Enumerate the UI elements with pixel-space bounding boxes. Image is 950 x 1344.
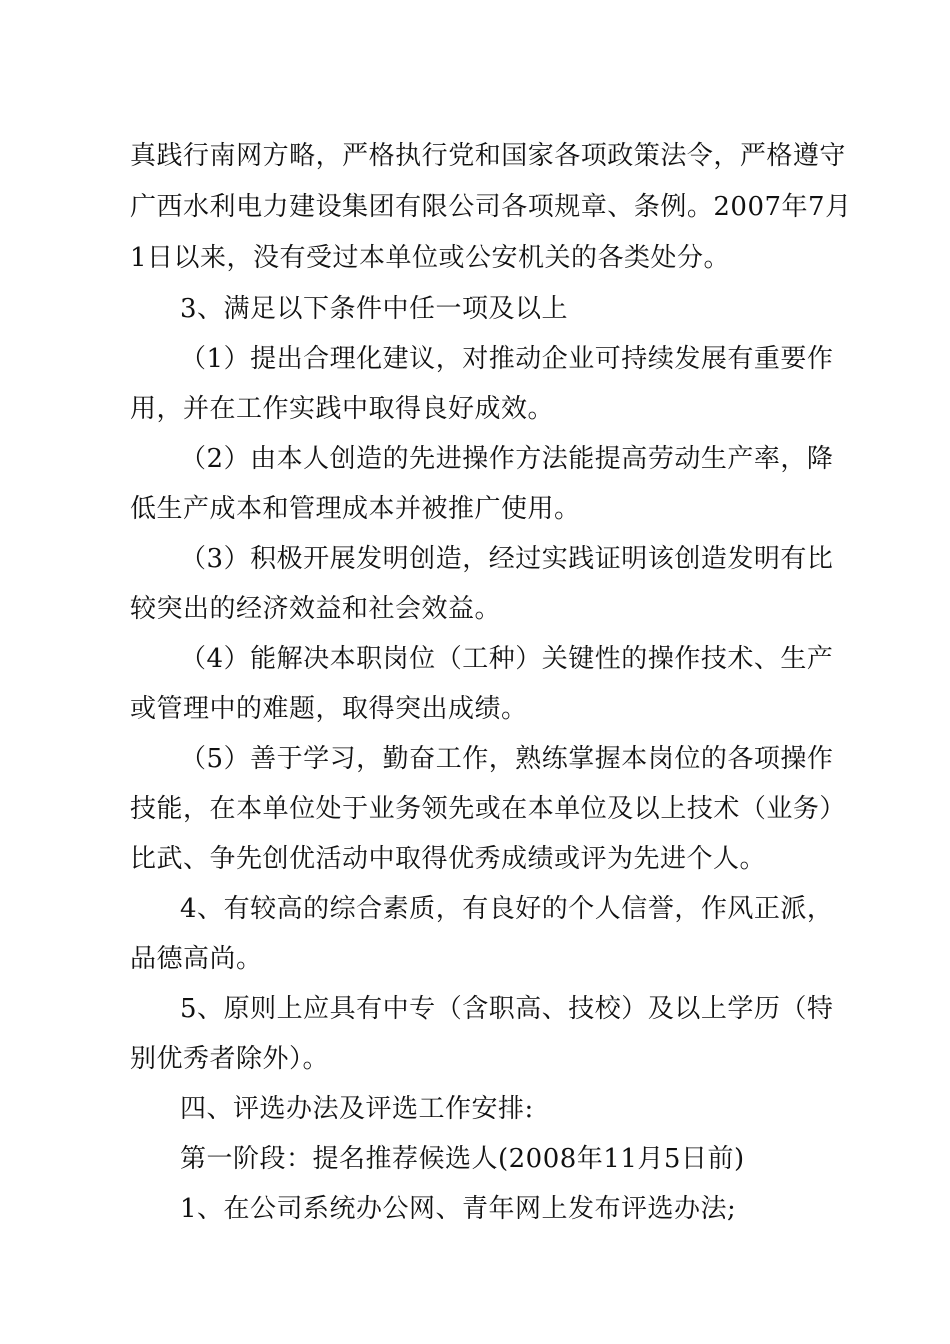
line-char: 略: [289, 141, 316, 171]
line-char: 人: [303, 444, 330, 474]
line-char: 各: [501, 192, 528, 222]
line-char: 含: [462, 994, 489, 1024]
line-char: 校: [594, 994, 622, 1024]
line-char: 作: [806, 744, 834, 774]
line-char: 种: [488, 644, 516, 674]
line-char: 积: [250, 544, 277, 574]
line-char: 可: [594, 344, 622, 374]
line-char: 创: [329, 444, 357, 474]
line-char: 5: [180, 994, 198, 1024]
line-char: 本: [236, 794, 263, 824]
line-char: 作: [488, 444, 516, 474]
line-char: 西: [156, 192, 184, 222]
line-char: 能: [250, 644, 277, 674]
line-text: 四、评选办法及评选工作安排:: [180, 1094, 534, 1124]
line-text: 比武、争先创优活动中取得优秀成绩或评为先进个人。: [130, 844, 767, 874]
line-char: ，: [806, 894, 834, 924]
line-char: ，: [780, 444, 807, 474]
line-char: 创: [674, 544, 701, 574]
line-char: 项: [753, 744, 781, 774]
paragraph-line: [130, 192, 852, 222]
line-char: 推: [488, 344, 516, 374]
list-item-line: [180, 544, 834, 574]
line-char: 1: [206, 344, 224, 374]
line-char: 产: [806, 644, 834, 674]
line-char: 发: [356, 544, 383, 574]
line-char: 先: [409, 444, 436, 474]
line-char: 高: [515, 994, 542, 1024]
line-char: 键: [568, 644, 595, 674]
line-char: 各: [727, 744, 754, 774]
line-char: 良: [488, 894, 516, 924]
line-char: 誉: [647, 894, 675, 924]
line-text: 品德高尚。: [130, 944, 263, 974]
line-text: 第一阶段：提名推荐候选人(2008年11月5日前): [180, 1144, 745, 1174]
line-char: 熟: [515, 744, 542, 774]
section-heading: [180, 1094, 817, 1124]
line-char: 发: [674, 344, 701, 374]
list-item-line: [180, 344, 834, 374]
list-item-line: [130, 394, 817, 424]
line-char: 掌: [568, 744, 595, 774]
line-char: 、: [197, 994, 224, 1024]
line-char: 操: [462, 444, 489, 474]
line-char: 中: [382, 994, 410, 1024]
line-char: ）: [223, 444, 251, 474]
line-char: 明: [753, 544, 781, 574]
line-char: 严: [739, 141, 767, 171]
paragraph-line: [130, 141, 846, 171]
line-char: 学: [303, 744, 330, 774]
line-char: 建: [382, 344, 410, 374]
line-char: 技: [568, 994, 595, 1024]
line-char: ）: [621, 994, 648, 1024]
line-char: 4: [180, 894, 198, 924]
line-char: 过: [515, 544, 542, 574]
line-char: 政: [607, 141, 634, 171]
line-char: 信: [621, 894, 648, 924]
line-char: 提: [594, 444, 622, 474]
line-text: 1、在公司系统办公网、青年网上发布评选办法;: [180, 1194, 737, 1224]
line-char: 网: [236, 141, 263, 171]
line-char: 先: [448, 794, 475, 824]
line-char: 执: [395, 141, 422, 171]
line-char: 本: [276, 444, 304, 474]
line-char: 高: [276, 894, 304, 924]
line-char: 较: [250, 894, 277, 924]
line-char: 本: [527, 794, 555, 824]
line-char: 特: [806, 994, 834, 1024]
line-char: 有: [223, 894, 251, 924]
line-char: 提: [250, 344, 277, 374]
line-char: ，: [435, 894, 463, 924]
line-char: 位: [580, 794, 608, 824]
line-char: ）: [223, 544, 251, 574]
line-char: 业: [568, 344, 595, 374]
line-char: 生: [700, 444, 728, 474]
line-char: 0: [730, 192, 748, 222]
line-char: 7: [808, 192, 826, 222]
list-item-line: [180, 444, 834, 474]
line-char: 证: [594, 544, 622, 574]
line-char: 0: [747, 192, 765, 222]
line-char: 限: [421, 192, 449, 222]
line-char: 作: [462, 744, 489, 774]
section-heading: [180, 294, 817, 324]
line-char: 产: [727, 444, 754, 474]
line-char: 各: [554, 141, 581, 171]
line-char: 令: [686, 141, 714, 171]
line-char: 有: [780, 544, 807, 574]
line-char: 国: [501, 141, 528, 171]
line-char: 风: [727, 894, 754, 924]
line-char: 派: [780, 894, 807, 924]
line-char: 于: [342, 794, 369, 824]
line-char: （: [780, 994, 807, 1024]
line-char: 司: [474, 192, 502, 222]
line-char: 2: [206, 444, 224, 474]
line-char: 的: [303, 894, 330, 924]
list-item-line: [180, 744, 834, 774]
line-char: 广: [130, 192, 157, 222]
line-char: 公: [448, 192, 475, 222]
line-char: 。: [686, 192, 714, 222]
line-char: 上: [700, 994, 728, 1024]
line-char: 领: [421, 794, 449, 824]
line-char: 练: [541, 744, 569, 774]
paragraph-line: [130, 243, 817, 273]
line-char: 于: [276, 744, 304, 774]
line-char: 造: [356, 444, 383, 474]
line-char: ）: [515, 644, 542, 674]
line-char: 造: [700, 544, 728, 574]
line-char: 素: [382, 894, 410, 924]
line-char: ，: [462, 544, 489, 574]
line-char: 位: [674, 744, 701, 774]
line-char: ）: [223, 744, 251, 774]
line-char: 具: [329, 994, 357, 1024]
line-char: 该: [647, 544, 675, 574]
line-char: 利: [209, 192, 237, 222]
line-char: 原: [223, 994, 251, 1024]
line-char: 术: [713, 794, 740, 824]
list-item-line: [180, 1194, 817, 1224]
line-char: 作: [700, 894, 728, 924]
paragraph-line: [180, 994, 834, 1024]
line-char: 历: [753, 994, 781, 1024]
line-char: （: [180, 444, 207, 474]
line-char: 践: [568, 544, 595, 574]
line-char: 家: [527, 141, 555, 171]
line-char: 职: [356, 644, 383, 674]
line-char: 开: [303, 544, 330, 574]
line-char: 力: [262, 192, 290, 222]
line-char: （: [435, 994, 463, 1024]
line-char: 明: [382, 544, 410, 574]
line-text: 1日以来，没有受过本单位或公安机关的各类处分。: [130, 243, 731, 273]
line-char: 习: [329, 744, 357, 774]
line-char: 质: [409, 894, 436, 924]
line-char: 、: [753, 644, 781, 674]
line-char: 务: [395, 794, 422, 824]
line-char: 作: [806, 344, 834, 374]
line-char: 及: [647, 994, 675, 1024]
line-char: 方: [515, 444, 542, 474]
line-text: 低生产成本和管理成本并被推广使用。: [130, 494, 581, 524]
line-char: 学: [727, 994, 754, 1024]
line-char: 极: [276, 544, 304, 574]
line-char: 党: [448, 141, 475, 171]
line-char: 展: [700, 344, 728, 374]
line-char: 上: [660, 794, 687, 824]
line-char: 及: [607, 794, 634, 824]
line-char: 动: [515, 344, 542, 374]
line-char: 的: [382, 444, 410, 474]
line-char: 技: [686, 794, 714, 824]
line-char: 应: [303, 994, 330, 1024]
line-char: 实: [541, 544, 569, 574]
line-char: 作: [674, 644, 701, 674]
line-char: 操: [780, 744, 807, 774]
line-char: 例: [660, 192, 687, 222]
list-item-line: [130, 694, 817, 724]
line-char: 出: [276, 344, 304, 374]
line-char: 和: [474, 141, 502, 171]
line-char: 格: [766, 141, 793, 171]
line-char: ，: [315, 141, 343, 171]
line-char: 项: [527, 192, 555, 222]
line-char: 展: [329, 544, 357, 574]
line-char: 单: [262, 794, 290, 824]
line-char: 在: [501, 794, 528, 824]
line-char: 性: [594, 644, 622, 674]
line-char: 关: [541, 644, 569, 674]
line-char: 或: [474, 794, 502, 824]
line-char: 善: [250, 744, 277, 774]
line-char: ，: [674, 894, 701, 924]
line-char: 策: [633, 141, 661, 171]
line-char: 务: [792, 794, 820, 824]
line-char: （: [180, 744, 207, 774]
line-char: 2: [713, 192, 731, 222]
line-char: 有: [395, 192, 422, 222]
line-char: 工: [435, 744, 463, 774]
line-char: 的: [621, 644, 648, 674]
list-item-line: [180, 644, 834, 674]
line-char: 业: [368, 794, 396, 824]
line-char: 设: [315, 192, 343, 222]
line-char: 南: [209, 141, 237, 171]
line-char: 能: [156, 794, 184, 824]
line-char: 合: [303, 344, 330, 374]
line-char: ，: [356, 744, 383, 774]
line-char: 重: [753, 344, 781, 374]
line-char: 专: [409, 994, 436, 1024]
line-char: 经: [488, 544, 516, 574]
line-char: 有: [356, 994, 383, 1024]
line-char: 4: [206, 644, 224, 674]
list-item-line: [130, 594, 817, 624]
line-char: 行: [183, 141, 210, 171]
line-char: 握: [594, 744, 622, 774]
line-char: 持: [621, 344, 648, 374]
line-char: 化: [356, 344, 383, 374]
line-char: （: [180, 344, 207, 374]
line-char: ，: [435, 344, 463, 374]
line-char: 对: [462, 344, 489, 374]
line-char: 严: [342, 141, 369, 171]
line-char: 则: [250, 994, 277, 1024]
line-char: 处: [315, 794, 343, 824]
line-char: 正: [753, 894, 781, 924]
line-char: 集: [342, 192, 369, 222]
line-char: 高: [621, 444, 648, 474]
line-char: 好: [515, 894, 542, 924]
line-char: 团: [368, 192, 396, 222]
line-char: 造: [435, 544, 463, 574]
line-char: 个: [568, 894, 595, 924]
line-char: 本: [329, 644, 357, 674]
line-char: 议: [409, 344, 436, 374]
line-char: 理: [329, 344, 357, 374]
list-item-line: [130, 494, 817, 524]
line-char: 遵: [792, 141, 820, 171]
line-char: 率: [753, 444, 781, 474]
line-char: 、: [607, 192, 634, 222]
line-text: 或管理中的难题，取得突出成绩。: [130, 694, 528, 724]
line-char: （: [435, 644, 463, 674]
line-char: 践: [156, 141, 184, 171]
line-char: 术: [727, 644, 754, 674]
line-char: 技: [130, 794, 157, 824]
paragraph-line: [180, 894, 834, 924]
line-char: 年: [781, 192, 809, 222]
line-char: 职: [488, 994, 516, 1024]
line-char: 7: [764, 192, 782, 222]
line-char: 操: [647, 644, 675, 674]
line-char: 3: [206, 544, 224, 574]
line-char: （: [739, 794, 767, 824]
line-char: 、: [541, 994, 569, 1024]
line-char: 真: [130, 141, 157, 171]
line-char: 明: [621, 544, 648, 574]
line-char: （: [180, 644, 207, 674]
line-char: 建: [289, 192, 316, 222]
line-char: 要: [780, 344, 807, 374]
line-char: 法: [541, 444, 569, 474]
line-char: 月: [825, 192, 852, 222]
line-char: 上: [276, 994, 304, 1024]
line-char: ）: [223, 344, 251, 374]
line-char: 方: [262, 141, 290, 171]
stage-heading: [180, 1144, 817, 1174]
line-char: 以: [674, 994, 701, 1024]
paragraph-line: [130, 1044, 817, 1074]
line-char: 人: [594, 894, 622, 924]
line-char: 有: [727, 344, 754, 374]
line-char: 合: [356, 894, 383, 924]
line-char: 法: [660, 141, 687, 171]
line-char: 本: [621, 744, 648, 774]
line-char: ，: [713, 141, 740, 171]
line-char: 奋: [409, 744, 436, 774]
line-char: 比: [806, 544, 834, 574]
line-char: 综: [329, 894, 357, 924]
line-char: 企: [541, 344, 569, 374]
line-char: 在: [209, 794, 237, 824]
line-char: 条: [633, 192, 661, 222]
line-char: 工: [462, 644, 489, 674]
line-char: 行: [421, 141, 449, 171]
line-char: 5: [206, 744, 224, 774]
line-char: 由: [250, 444, 277, 474]
line-char: ，: [183, 794, 210, 824]
list-item-line: [130, 844, 817, 874]
line-char: 续: [647, 344, 675, 374]
paragraph-line: [130, 944, 817, 974]
line-char: 的: [700, 744, 728, 774]
line-char: 解: [276, 644, 304, 674]
line-char: 勤: [382, 744, 410, 774]
line-char: 动: [674, 444, 701, 474]
line-char: 守: [819, 141, 846, 171]
line-text: 别优秀者除外）。: [130, 1044, 330, 1074]
line-char: 发: [727, 544, 754, 574]
line-char: 规: [554, 192, 581, 222]
line-char: ）: [223, 644, 251, 674]
line-char: 有: [462, 894, 489, 924]
line-char: 项: [580, 141, 608, 171]
line-char: 位: [289, 794, 316, 824]
line-char: 章: [580, 192, 608, 222]
line-char: ）: [819, 794, 846, 824]
line-char: 以: [633, 794, 661, 824]
line-char: 能: [568, 444, 595, 474]
line-char: 劳: [647, 444, 675, 474]
line-char: 进: [435, 444, 463, 474]
line-char: 创: [409, 544, 436, 574]
line-char: 降: [806, 444, 834, 474]
line-char: 决: [303, 644, 330, 674]
line-char: 、: [197, 894, 224, 924]
line-char: 业: [766, 794, 793, 824]
list-item-line: [130, 794, 846, 824]
line-char: 格: [368, 141, 396, 171]
line-char: 电: [236, 192, 263, 222]
line-char: 单: [554, 794, 581, 824]
line-text: 较突出的经济效益和社会效益。: [130, 594, 502, 624]
line-char: 岗: [647, 744, 675, 774]
line-char: 位: [409, 644, 436, 674]
line-char: ，: [488, 744, 516, 774]
line-text: 用，并在工作实践中取得良好成效。: [130, 394, 555, 424]
line-char: 水: [183, 192, 210, 222]
line-char: 的: [541, 894, 569, 924]
line-char: 岗: [382, 644, 410, 674]
line-char: 技: [700, 644, 728, 674]
line-char: 生: [780, 644, 807, 674]
line-text: 3、满足以下条件中任一项及以上: [180, 294, 569, 324]
line-char: （: [180, 544, 207, 574]
